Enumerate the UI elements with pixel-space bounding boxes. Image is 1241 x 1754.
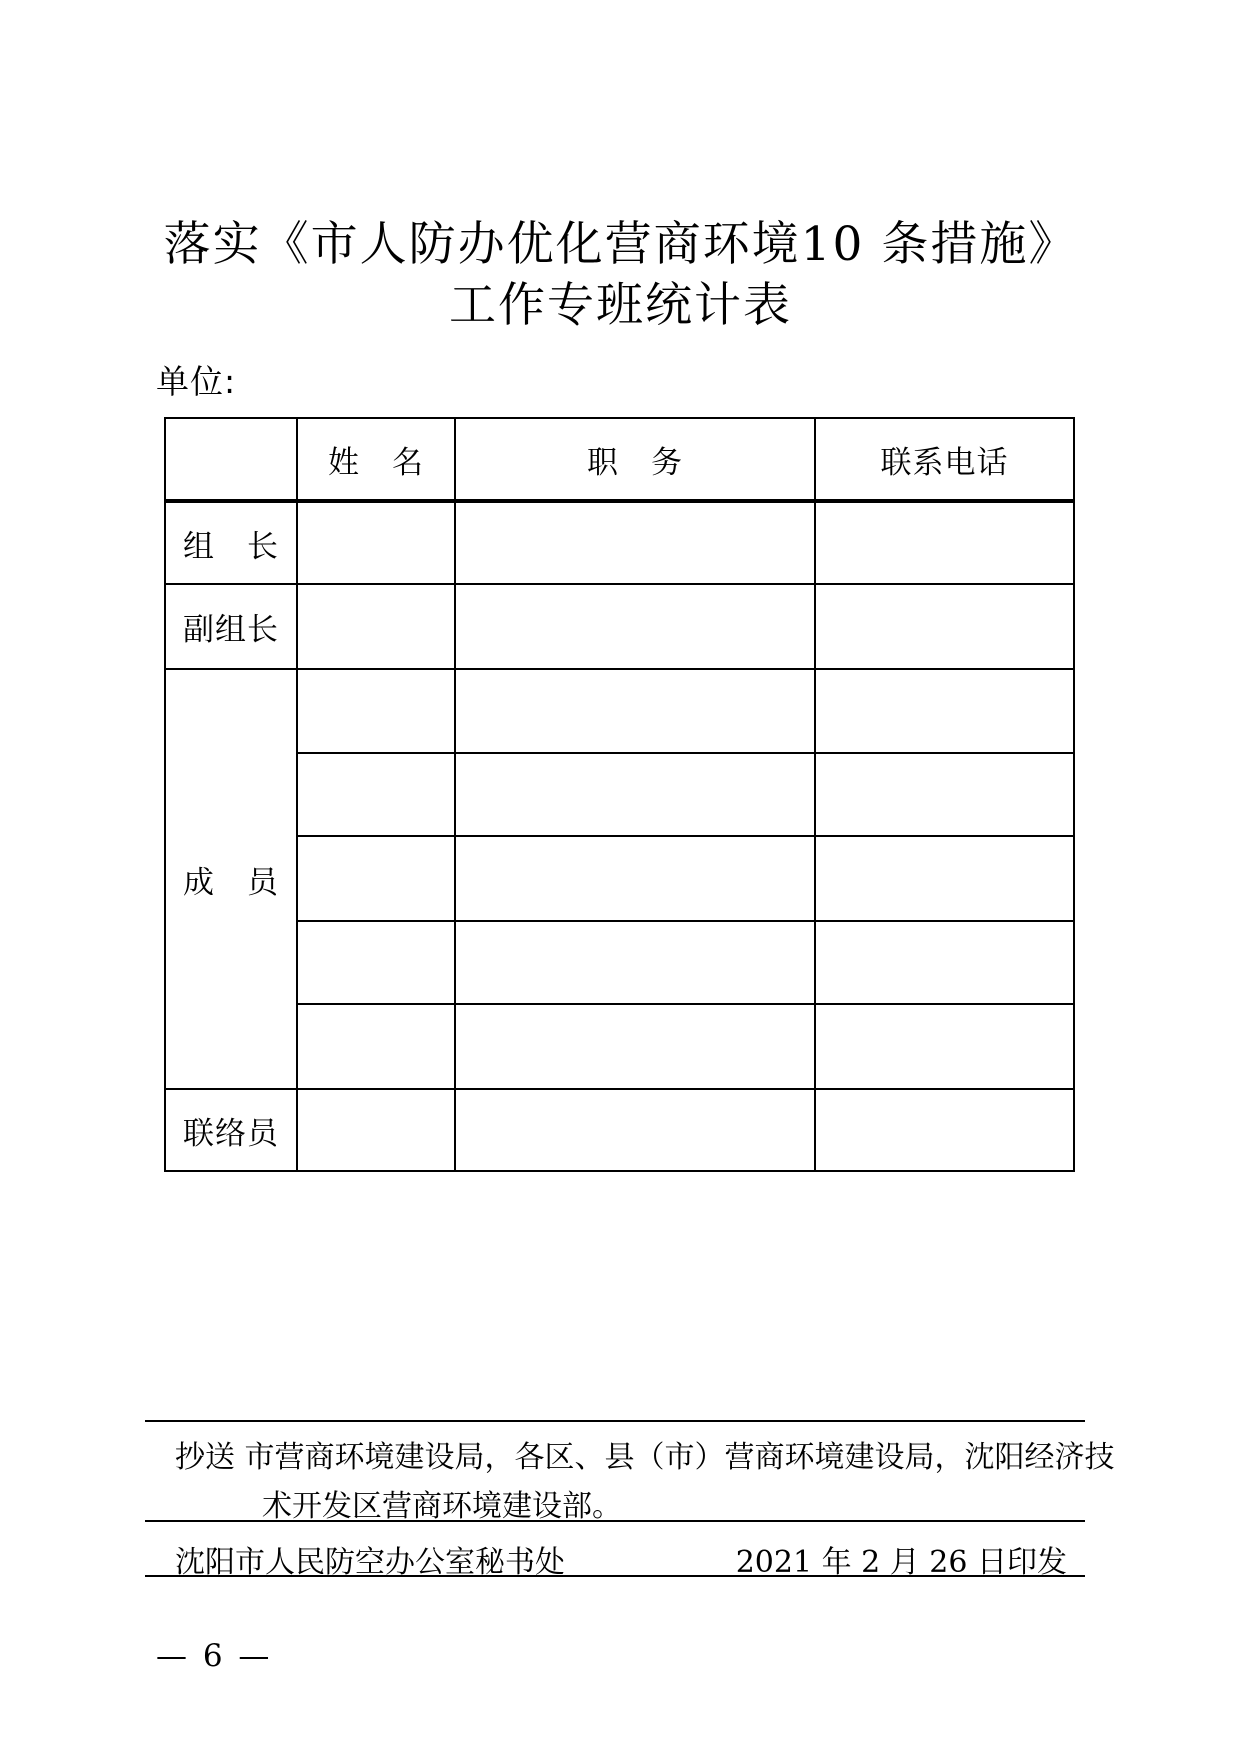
cell-member3-name [297,836,455,921]
cc-line2: 术开发区营商环境建设部。 [262,1489,622,1524]
row-member-5 [165,1004,1074,1089]
row-member-2 [165,753,1074,836]
cell-deputy-position [455,584,815,669]
cell-liaison-phone [815,1089,1074,1171]
row-member-3 [165,836,1074,921]
cell-member4-position [455,921,815,1004]
page-number: — 6 — [156,1638,273,1674]
document-title-line2: 工作专班统计表 [449,278,792,333]
cc-line1: 抄送 市营商环境建设局，各区、县（市）营商环境建设局，沈阳经济技 [175,1440,1115,1475]
cell-member5-phone [815,1004,1074,1089]
cell-liaison-position [455,1089,815,1171]
cell-leader-name [297,501,455,584]
row-label-liaison: 联络员 [165,1089,297,1171]
cell-deputy-name [297,584,455,669]
row-liaison [165,1089,1074,1171]
cell-member4-phone [815,921,1074,1004]
document-title-line1: 落实《市人防办优化营商环境10 条措施》 [163,217,1078,272]
header-corner-cell [165,418,297,501]
document-title [0,214,1241,336]
row-label-member: 成 员 [165,669,297,1089]
cell-member4-name [297,921,455,1004]
row-member-4 [165,921,1074,1004]
roster-table [164,417,1075,1172]
cell-liaison-name [297,1089,455,1171]
row-label-leader: 组 长 [165,501,297,584]
header-name: 姓 名 [297,418,455,501]
header-phone: 联系电话 [815,418,1074,501]
cell-member3-phone [815,836,1074,921]
row-member-1 [165,669,1074,753]
print-date: 2021 年 2 月 26 日印发 [735,1545,1067,1580]
unit-label: 单位: [156,362,237,401]
cell-member1-position [455,669,815,753]
cell-member1-phone [815,669,1074,753]
cell-member2-phone [815,753,1074,836]
cell-member3-position [455,836,815,921]
row-deputy-leader [165,584,1074,669]
cell-member2-name [297,753,455,836]
cell-member2-position [455,753,815,836]
table-header-row [165,418,1074,501]
cell-member1-name [297,669,455,753]
cell-deputy-phone [815,584,1074,669]
header-position: 职 务 [455,418,815,501]
footer-divider-bottom [145,1575,1085,1577]
cell-member5-name [297,1004,455,1089]
cell-leader-position [455,501,815,584]
issuer: 沈阳市人民防空办公室秘书处 [175,1545,565,1580]
cell-leader-phone [815,501,1074,584]
footer-divider-middle [145,1520,1085,1522]
row-leader [165,501,1074,584]
footer-divider-top [145,1420,1085,1422]
row-label-deputy-leader: 副组长 [165,584,297,669]
cell-member5-position [455,1004,815,1089]
